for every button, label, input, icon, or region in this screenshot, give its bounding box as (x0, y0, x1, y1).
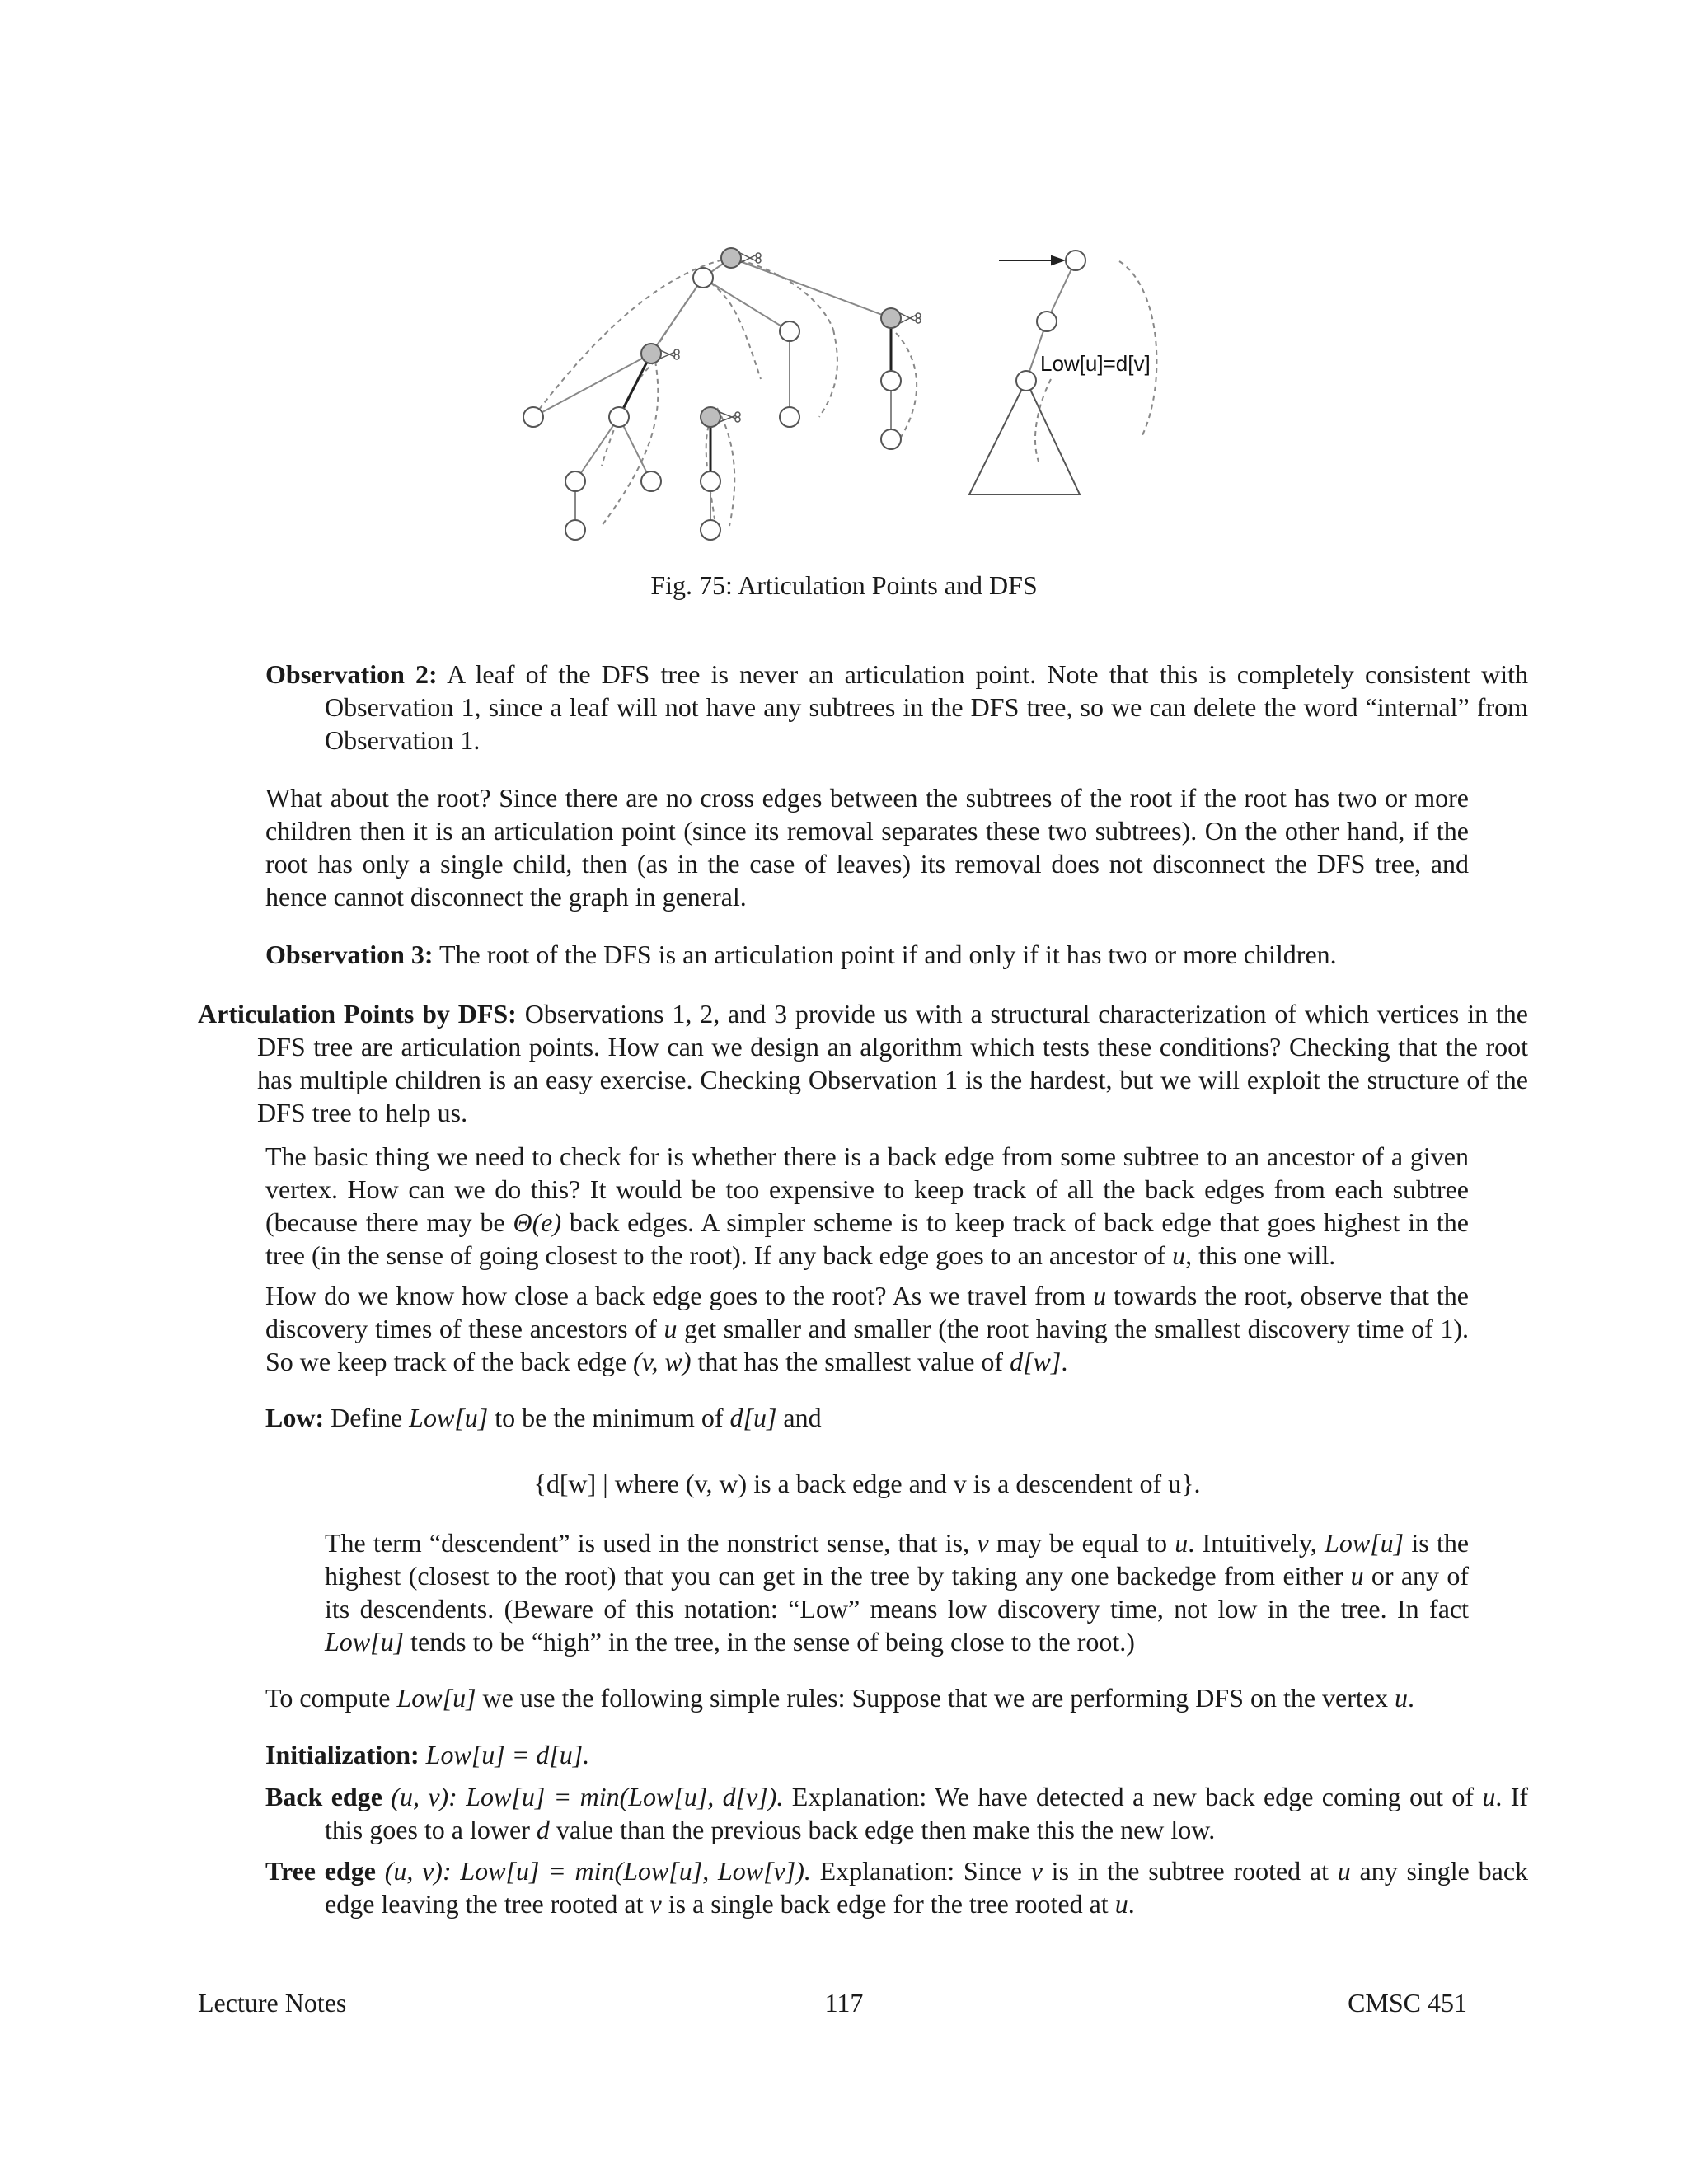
var-u: u (1350, 1561, 1364, 1591)
apdfs-heading: Articulation Points by DFS: (198, 999, 517, 1029)
back-edge-text-c: value than the previous back edge then make this the new low. (549, 1815, 1216, 1844)
low-u: Low[u] (325, 1627, 405, 1657)
low-p2-a: The term “descendent” is used in the nonstrict sense, that is, (325, 1528, 978, 1558)
observation-3-text: The root of the DFS is an articulation point if and only if it has two or more children. (438, 940, 1337, 969)
initialization-rule (265, 1738, 1469, 1771)
var-u: u (1114, 1889, 1128, 1919)
dfs-tree-diagram (511, 239, 1170, 552)
low-p2-f: tends to be “high” in the tree, in the sense of being close to the root.) (404, 1627, 1135, 1657)
var-u: u (1394, 1683, 1408, 1713)
low-text-c: and (776, 1403, 822, 1432)
back-edge-uv: (u, v): (391, 1782, 457, 1811)
low-p2-d: is the highest (closest to the root) that you can get in the tree by taking any one backedge from either (325, 1528, 1470, 1591)
para-how-text-b: towards the root, observe that the discovery times of these ancestors of (265, 1281, 1470, 1343)
var-u: u (663, 1314, 678, 1343)
back-edge-rule (265, 1780, 1528, 1846)
para-basic-text-c: , this one will. (1185, 1240, 1336, 1270)
compute-text-c: . (1407, 1683, 1414, 1713)
observation-2-heading: Observation 2: (265, 659, 438, 689)
subtree-triangle (969, 381, 1080, 494)
para-how-text-a: How do we know how close a back edge goes to the root? As we travel from (265, 1281, 1094, 1310)
apdfs-text: Observations 1, 2, and 3 provide us with a structural characterization of which vertices in the DFS tree are articulation points. How can we design an algorithm which tests these conditions? Checking that the root has multiple children is an easy exercise. Checking Observation 1 is the hardest, but we will exploit the structure of the DFS tree to help us. (257, 999, 1529, 1127)
para-how-text-d: that has the smallest value of (691, 1347, 1010, 1376)
initialization-heading: Initialization: (265, 1740, 420, 1769)
var-u: u (1172, 1240, 1186, 1270)
var-d: d (536, 1815, 550, 1844)
arrow-icon (999, 256, 1063, 265)
var-u: u (1093, 1281, 1107, 1310)
low-explanation (325, 1526, 1469, 1658)
footer-left: Lecture Notes (198, 1988, 347, 2018)
tree-nodes (523, 248, 1085, 540)
tree-edge-heading: Tree edge (265, 1856, 376, 1886)
tree-edge-text-c: any single back edge leaving the tree rooted at (325, 1856, 1529, 1919)
low-u: Low[u] (1325, 1528, 1404, 1558)
tree-edge-rule (265, 1854, 1528, 1920)
compute-text-a: To compute (265, 1683, 397, 1713)
observation-3-heading: Observation 3: (265, 940, 434, 969)
low-p2-c: . Intuitively, (1188, 1528, 1325, 1558)
para-how-text-e: . (1061, 1347, 1068, 1376)
low-u: Low[u] (409, 1403, 489, 1432)
para-basic (265, 1140, 1469, 1272)
tree-edge-text-b: is in the subtree rooted at (1042, 1856, 1338, 1886)
articulation-points-by-dfs (198, 997, 1528, 1129)
footer-page-number: 117 (824, 1988, 864, 2018)
tree-edge-expr: Low[u] = min(Low[u], Low[v]). (460, 1856, 811, 1886)
var-dw: d[w] (1010, 1347, 1062, 1376)
initialization-expr: Low[u] = d[u]. (425, 1740, 590, 1769)
var-u: u (1175, 1528, 1189, 1558)
tree-edge-text-e: . (1128, 1889, 1135, 1919)
d-u: d[u] (729, 1403, 777, 1432)
observation-3 (265, 938, 1469, 971)
var-v: v (649, 1889, 662, 1919)
back-edge-expr: Low[u] = min(Low[u], d[v]). (466, 1782, 784, 1811)
low-label: Low[u]=d[v] (1040, 351, 1151, 376)
var-v: v (1030, 1856, 1043, 1886)
var-vw: (v, w) (633, 1347, 692, 1376)
back-edge-text-b: . If this goes to a lower (325, 1782, 1529, 1844)
low-definition (265, 1401, 1469, 1434)
back-edge-heading: Back edge (265, 1782, 382, 1811)
var-u: u (1337, 1856, 1351, 1886)
low-heading: Low: (265, 1403, 325, 1432)
para-how (265, 1279, 1469, 1378)
para-basic-text-b: back edges. A simpler scheme is to keep track of back edge that goes highest in the tree (in the sense of going closest to the root). If any back edge goes to an ancestor of (265, 1207, 1470, 1270)
low-p2-e: or any of its descendents. (Beware of this notation: “Low” means low discovery time, not low in the tree. In fact (325, 1561, 1470, 1624)
observation-2 (265, 658, 1528, 757)
low-p2-b: may be equal to (988, 1528, 1175, 1558)
tree-edge-text-a: Explanation: Since (810, 1856, 1031, 1886)
figure-articulation-points (511, 239, 1170, 552)
low-u: Low[u] (396, 1683, 476, 1713)
footer-right: CMSC 451 (1348, 1988, 1467, 2018)
tree-edge-uv: (u, v): (384, 1856, 452, 1886)
low-set-expression: {d[w] | where (v, w) is a back edge and v is a descendent of u}. (533, 1469, 1201, 1498)
theta-e: Θ(e) (513, 1207, 562, 1237)
para-how-text-c: get smaller and smaller (the root having the smallest discovery time of 1). So we keep track of the back edge (265, 1314, 1470, 1376)
low-text-a: Define (331, 1403, 410, 1432)
root-paragraph: What about the root? Since there are no cross edges between the subtrees of the root if the root has two or more children then it is an articulation point (since its removal separates these two subtrees). On the other hand, if the root has only a single child, then (as in the case of leaves) its removal does not disconnect the DFS tree, and hence cannot disconnect the graph in general. (265, 783, 1469, 912)
low-text-b: to be the minimum of (488, 1403, 730, 1432)
var-u: u (1482, 1782, 1496, 1811)
tree-edge-text-d: is a single back edge for the tree rooted at (661, 1889, 1115, 1919)
back-edges (533, 258, 1156, 526)
observation-2-text: A leaf of the DFS tree is never an articulation point. Note that this is completely consistent with Observation 1, since a leaf will not have any subtrees in the DFS tree, so we can delete the word “internal” from Observation 1. (325, 659, 1529, 755)
back-edge-text-a: Explanation: We have detected a new back edge coming out of (783, 1782, 1483, 1811)
para-basic-text-a: The basic thing we need to check for is whether there is a back edge from some subtree to an ancestor of a given vertex. How can we do this? It would be too expensive to keep track of all the back edges from each subtree (because there may be (265, 1141, 1469, 1237)
figure-caption: Fig. 75: Articulation Points and DFS (650, 570, 1038, 600)
tree-edges (533, 258, 1076, 530)
highlighted-edges (619, 318, 891, 481)
var-v: v (977, 1528, 989, 1558)
compute-paragraph (265, 1681, 1469, 1714)
compute-text-b: we use the following simple rules: Suppose that we are performing DFS on the vertex (476, 1683, 1395, 1713)
